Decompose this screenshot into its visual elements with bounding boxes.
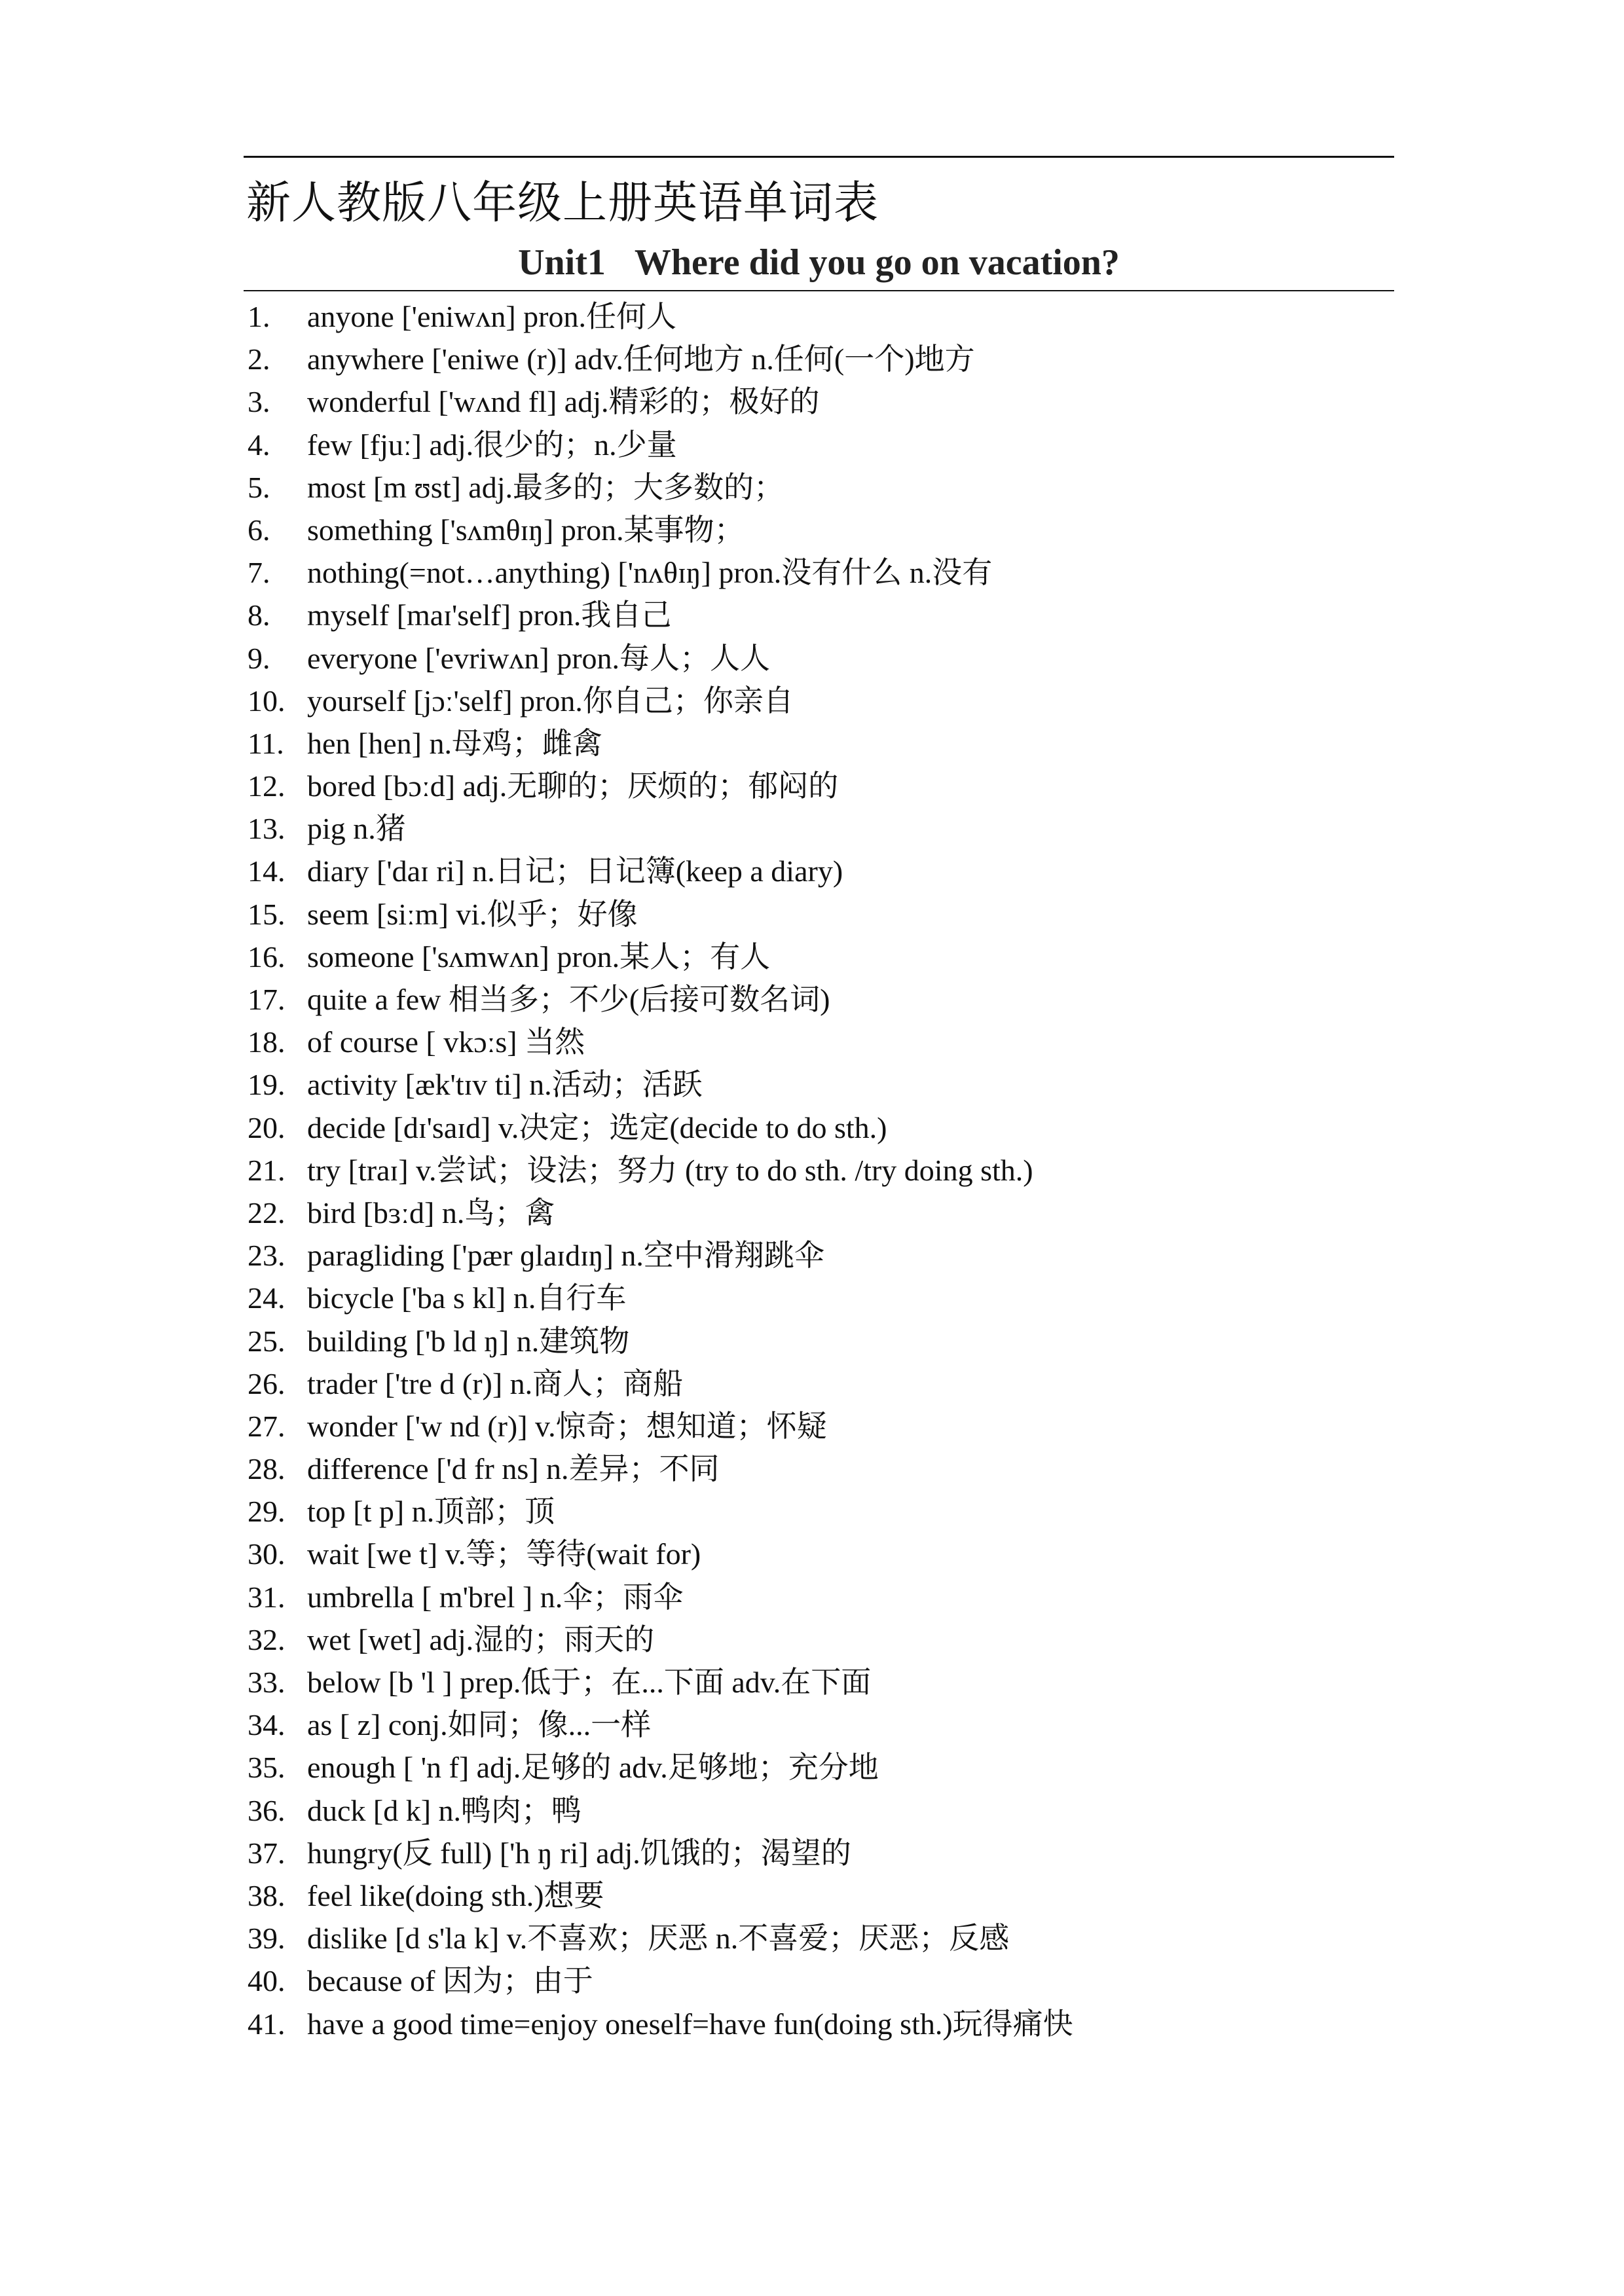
item-entry: paragliding ['pær ɡlaɪdɪŋ] n.空中滑翔跳伞 [307, 1239, 824, 1273]
vocabulary-item [244, 1448, 1394, 1490]
item-entry: activity [æk'tɪv ti] n.活动；活跃 [307, 1068, 703, 1102]
item-number: 11. [248, 726, 284, 760]
item-entry: bicycle ['ba s kl] n.自行车 [307, 1281, 627, 1315]
item-entry: try [traɪ] v.尝试；设法；努力 (try to do sth. /try doing sth.) [307, 1153, 1033, 1187]
item-number: 13. [248, 812, 286, 846]
vocabulary-item [244, 1959, 1394, 2002]
item-entry: have a good time=enjoy oneself=have fun(doing sth.)玩得痛快 [307, 2007, 1073, 2041]
vocabulary-item [244, 1362, 1394, 1405]
item-entry: dislike [d s'la k] v.不喜欢；厌恶 n.不喜爱；厌恶；反感 [307, 1922, 1010, 1956]
vocabulary-list [244, 295, 1394, 2045]
item-entry: umbrella [ m'brel ] n.伞；雨伞 [307, 1580, 684, 1614]
item-entry: quite a few 相当多；不少(后接可数名词) [307, 983, 830, 1016]
vocabulary-item [244, 807, 1394, 850]
item-number: 18. [248, 1025, 286, 1059]
item-entry: below [b 'l ] prep.低于；在...下面 adv.在下面 [307, 1666, 872, 1699]
item-number: 31. [248, 1580, 286, 1614]
vocabulary-item [244, 1490, 1394, 1533]
item-entry: top [t p] n.顶部；顶 [307, 1495, 555, 1529]
vocabulary-item [244, 295, 1394, 338]
vocabulary-item [244, 1874, 1394, 1917]
vocabulary-item [244, 466, 1394, 509]
vocabulary-item [244, 1320, 1394, 1362]
vocabulary-item [244, 1704, 1394, 1746]
item-number: 34. [248, 1708, 286, 1742]
item-entry: most [m ʊst] adj.最多的；大多数的； [307, 470, 784, 504]
vocabulary-item [244, 551, 1394, 594]
item-entry: building ['b ld ŋ] n.建筑物 [307, 1324, 630, 1358]
item-number: 2. [248, 342, 270, 376]
vocabulary-item [244, 1789, 1394, 1832]
vocabulary-item [244, 1832, 1394, 1874]
document-title: 新人教版八年级上册英语单词表 [246, 177, 879, 229]
item-number: 8. [248, 598, 270, 632]
vocabulary-item [244, 637, 1394, 680]
item-number: 1. [248, 300, 270, 333]
item-entry: someone ['sʌmwʌn] pron.某人；有人 [307, 939, 771, 974]
item-entry: myself [maɪ'self] pron.我自己 [307, 598, 672, 632]
vocabulary-item [244, 936, 1394, 978]
item-number: 38. [248, 1878, 286, 1912]
vocabulary-item [244, 1234, 1394, 1277]
item-entry: of course [ vkɔːs] 当然 [307, 1025, 585, 1059]
item-entry: diary ['daɪ ri] n.日记；日记簿(keep a diary) [307, 854, 843, 888]
item-entry: difference ['d fr ns] n.差异；不同 [307, 1452, 720, 1486]
item-number: 37. [248, 1836, 286, 1870]
vocabulary-item [244, 1277, 1394, 1319]
item-number: 19. [248, 1068, 286, 1102]
item-number: 32. [248, 1622, 286, 1656]
heading-rule [244, 290, 1394, 291]
item-number: 36. [248, 1793, 286, 1827]
item-number: 20. [248, 1110, 286, 1144]
item-number: 17. [248, 983, 286, 1016]
item-number: 7. [248, 556, 270, 590]
vocabulary-item [244, 1746, 1394, 1789]
vocabulary-item [244, 1106, 1394, 1149]
item-number: 28. [248, 1452, 286, 1486]
item-number: 16. [248, 939, 286, 974]
item-number: 39. [248, 1922, 286, 1956]
item-entry: everyone ['evriwʌn] pron.每人；人人 [307, 641, 771, 675]
vocabulary-item [244, 1021, 1394, 1063]
vocabulary-item [244, 1063, 1394, 1106]
item-entry: anyone ['eniwʌn] pron.任何人 [307, 300, 676, 333]
item-entry: yourself [jɔː'self] pron.你自己；你亲自 [307, 683, 794, 718]
item-entry: because of 因为；由于 [307, 1964, 593, 1998]
unit-title: Where did you go on vacation? [634, 242, 1120, 283]
item-entry: bird [bɜːd] n.鸟；禽 [307, 1195, 555, 1230]
item-number: 5. [248, 470, 270, 504]
item-entry: wonderful ['wʌnd fl] adj.精彩的；极好的 [307, 385, 820, 419]
unit-number: Unit1 [518, 242, 606, 283]
vocabulary-item [244, 1576, 1394, 1618]
vocabulary-item [244, 509, 1394, 551]
item-entry: nothing(=not…anything) ['nʌθɪŋ] pron.没有什么 n.没有 [307, 556, 993, 590]
item-entry: trader ['tre d (r)] n.商人；商船 [307, 1366, 684, 1400]
vocabulary-item [244, 1149, 1394, 1192]
item-number: 9. [248, 641, 270, 675]
item-entry: as [ z] conj.如同；像...一样 [307, 1708, 652, 1742]
vocabulary-item [244, 978, 1394, 1021]
item-entry: something ['sʌmθɪŋ] pron.某事物； [307, 513, 745, 547]
vocabulary-item [244, 850, 1394, 892]
item-number: 33. [248, 1666, 286, 1699]
item-number: 14. [248, 854, 286, 888]
item-number: 4. [248, 428, 270, 462]
vocabulary-item [244, 680, 1394, 722]
vocabulary-item [244, 765, 1394, 807]
item-entry: bored [bɔːd] adj.无聊的；厌烦的；郁闷的 [307, 769, 839, 803]
vocabulary-item [244, 1618, 1394, 1661]
item-number: 25. [248, 1324, 286, 1358]
item-entry: feel like(doing sth.)想要 [307, 1878, 604, 1912]
vocabulary-item [244, 1917, 1394, 1959]
item-entry: anywhere ['eniwe (r)] adv.任何地方 n.任何(一个)地方 [307, 342, 975, 376]
vocabulary-item [244, 338, 1394, 380]
item-number: 41. [248, 2007, 286, 2041]
item-entry: wet [wet] adj.湿的；雨天的 [307, 1622, 655, 1656]
top-rule [244, 156, 1394, 158]
document-page [244, 156, 1394, 2045]
item-entry: wonder ['w nd (r)] v.惊奇；想知道；怀疑 [307, 1409, 827, 1443]
vocabulary-item [244, 1533, 1394, 1575]
item-entry: wait [we t] v.等；等待(wait for) [307, 1537, 701, 1571]
item-number: 22. [248, 1195, 286, 1230]
item-entry: duck [d k] n.鸭肉；鸭 [307, 1793, 582, 1827]
vocabulary-item [244, 380, 1394, 423]
item-entry: few [fjuː] adj.很少的；n.少量 [307, 428, 677, 462]
item-number: 3. [248, 385, 270, 419]
item-entry: hen [hen] n.母鸡；雌禽 [307, 726, 602, 760]
vocabulary-item [244, 722, 1394, 765]
item-number: 27. [248, 1409, 286, 1443]
vocabulary-item [244, 2003, 1394, 2045]
item-number: 26. [248, 1366, 286, 1400]
vocabulary-item [244, 594, 1394, 636]
item-number: 21. [248, 1153, 286, 1187]
vocabulary-item [244, 424, 1394, 466]
vocabulary-item [244, 1192, 1394, 1234]
unit-heading [244, 244, 1394, 281]
item-entry: decide [dɪ'saɪd] v.决定；选定(decide to do sth.) [307, 1110, 887, 1144]
vocabulary-item [244, 893, 1394, 936]
item-number: 6. [248, 513, 270, 547]
item-number: 23. [248, 1239, 286, 1273]
item-entry: enough [ 'n f] adj.足够的 adv.足够地；充分地 [307, 1751, 879, 1785]
vocabulary-item [244, 1661, 1394, 1704]
item-entry: seem [siːm] vi.似乎；好像 [307, 897, 638, 931]
item-number: 29. [248, 1495, 286, 1529]
item-entry: pig n.猪 [307, 812, 406, 846]
item-number: 12. [248, 769, 286, 803]
item-number: 15. [248, 897, 286, 931]
vocabulary-item [244, 1405, 1394, 1448]
item-number: 35. [248, 1751, 286, 1785]
item-number: 40. [248, 1964, 286, 1998]
item-number: 30. [248, 1537, 286, 1571]
item-number: 24. [248, 1281, 286, 1315]
item-number: 10. [248, 683, 286, 718]
item-entry: hungry(反 full) ['h ŋ ri] adj.饥饿的；渴望的 [307, 1836, 851, 1870]
